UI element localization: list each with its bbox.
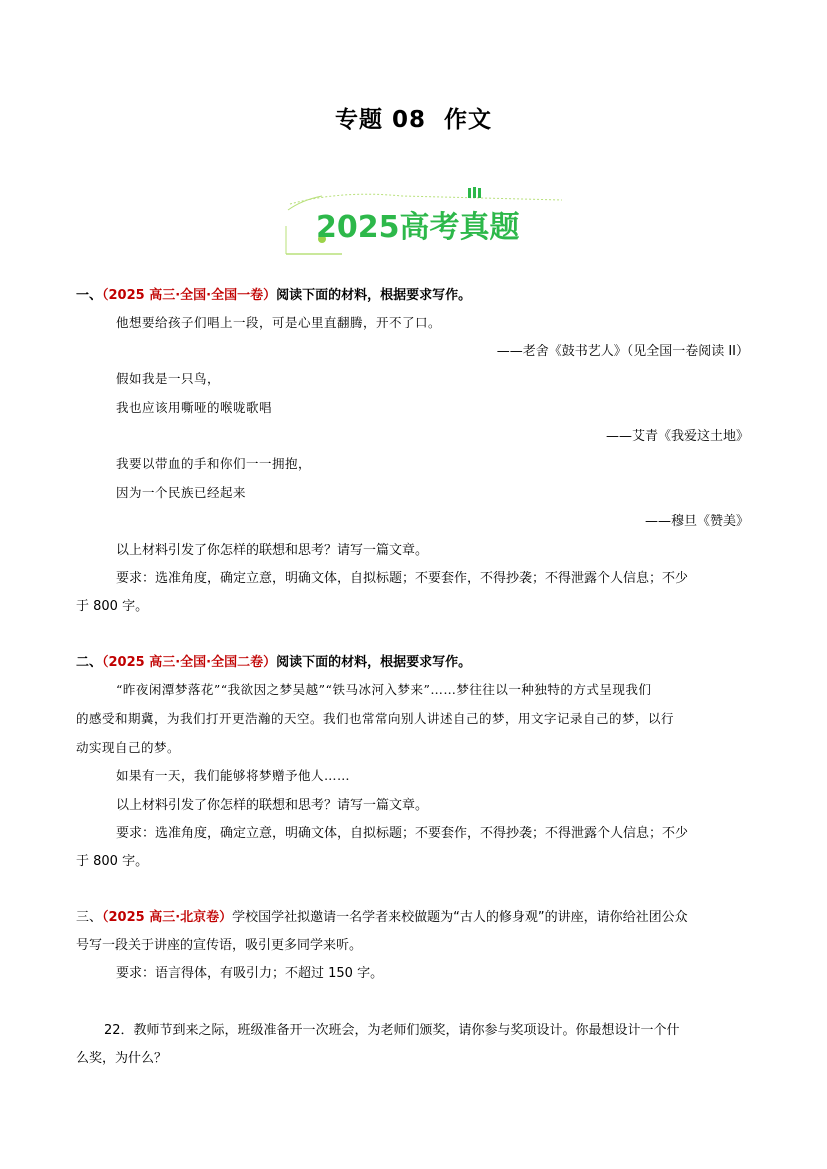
q2-source: （2025 高三·全国·全国二卷）: [102, 655, 277, 670]
q2-paragraph-line2: 的感受和期冀，为我们打开更浩瀚的天空。我们也常常向别人讲述自己的梦，用文字记录自己的梦，以行: [76, 711, 675, 726]
q2-heading: [76, 651, 471, 670]
q1-requirement-line1: 要求：选准角度，确定立意，明确文体，自拟标题；不要套作，不得抄袭；不得泄露个人信息；不少: [116, 571, 689, 586]
banner-text: 2025高考真题: [316, 210, 520, 245]
q2-prompt: 以上材料引发了你怎样的联想和思考？请写一篇文章。: [116, 798, 429, 813]
q1-attribution1: ——老舍《鼓书艺人》（见全国一卷阅读 II）: [496, 344, 749, 359]
q22-line1: 22．教师节到来之际，班级准备开一次班会，为老师们颁奖，请你参与奖项设计。你最想设计一个什: [104, 1023, 680, 1038]
q3-heading: [76, 906, 688, 925]
q2-requirement-line1: 要求：选准角度，确定立意，明确文体，自拟标题；不要套作，不得抄袭；不得泄露个人信息；不少: [116, 826, 689, 841]
q3-requirement: 要求：语言得体，有吸引力；不超过 150 字。: [116, 966, 384, 981]
q2-number: 二、: [76, 655, 103, 670]
q1-quote2-line1: 假如我是一只鸟，: [116, 371, 221, 386]
q3-source: （2025 高三·北京卷）: [102, 910, 233, 925]
q1-attribution3: ——穆旦《赞美》: [644, 514, 749, 529]
q1-number: 一、: [76, 288, 103, 303]
q2-paragraph-line1: “昨夜闲潭梦落花”“我欲因之梦吴越”“铁马冰河入梦来”……梦往往以一种独特的方式呈现我们: [116, 682, 652, 697]
q3-text-line2: 号写一段关于讲座的宣传语，吸引更多同学来听。: [76, 938, 363, 953]
q2-instruction: 阅读下面的材料，根据要求写作。: [276, 655, 472, 670]
page-title-part1: 专题 08: [334, 107, 426, 133]
q3-text-line1: 学校国学社拟邀请一名学者来校做题为“古人的修身观”的讲座，请你给社团公众: [232, 910, 688, 925]
q2-requirement-line2: 于 800 字。: [76, 854, 149, 869]
q2-paragraph-line3: 动实现自己的梦。: [76, 740, 181, 755]
q3-number: 三、: [76, 910, 103, 925]
q1-quote1: 他想要给孩子们唱上一段，可是心里直翻腾，开不了口。: [116, 315, 442, 330]
q22-line2: 么奖，为什么？: [76, 1051, 168, 1066]
q1-quote3-line2: 因为一个民族已经起来: [116, 485, 247, 500]
q1-attribution2: ——艾青《我爱这土地》: [605, 429, 749, 444]
q1-quote2-line2: 我也应该用嘶哑的喉咙歌唱: [116, 400, 273, 415]
q1-source: （2025 高三·全国·全国一卷）: [102, 288, 277, 303]
q1-instruction: 阅读下面的材料，根据要求写作。: [276, 288, 472, 303]
q1-heading: [76, 284, 471, 303]
page-title-part2: 作文: [444, 107, 492, 133]
q2-line4: 如果有一天，我们能够将梦赠予他人……: [116, 768, 351, 783]
q1-requirement-line2: 于 800 字。: [76, 599, 149, 614]
page-title: [0, 101, 827, 134]
q1-prompt: 以上材料引发了你怎样的联想和思考？请写一篇文章。: [116, 543, 429, 558]
q1-quote3-line1: 我要以带血的手和你们一一拥抱，: [116, 456, 312, 471]
